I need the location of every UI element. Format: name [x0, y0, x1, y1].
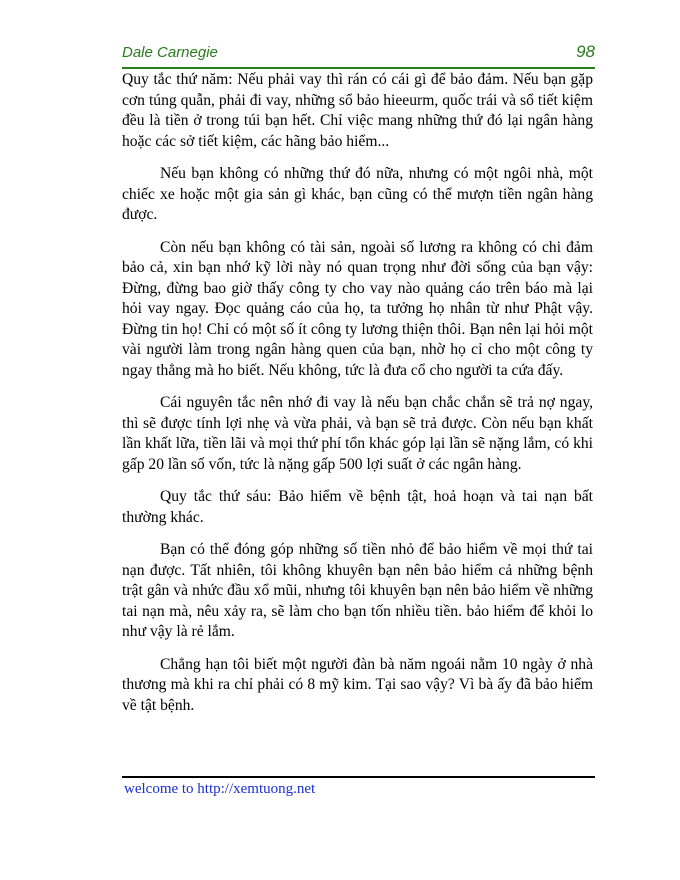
- footer-divider: [122, 776, 595, 778]
- paragraph: Cái nguyên tắc nên nhớ đi vay là nếu bạn chắc chắn sẽ trả nợ ngay, thì sẽ được tính lợi nhẹ và vừa phải, và bạn sẽ trả được. Còn nếu bạn khất lần khất lữa, tiền lãi và mọi thứ phí tổn khác góp lại lần sẽ nặng lắm, có khi gấp 20 lần số vốn, tức là nặng gấp 500 lợi suất ở các ngân hàng.: [122, 394, 593, 473]
- page-number: 98: [576, 42, 595, 61]
- paragraph: Nếu bạn không có những thứ đó nữa, nhưng có một ngôi nhà, một chiếc xe hoặc một gia sản gì khác, bạn cũng có thể mượn tiền ngân hàng được.: [122, 165, 593, 223]
- footer-link[interactable]: welcome to http://xemtuong.net: [124, 781, 316, 797]
- paragraph: Quy tắc thứ sáu: Bảo hiểm về bệnh tật, hoả hoạn và tai nạn bất thường khác.: [122, 488, 593, 526]
- paragraph: Bạn có thể đóng góp những số tiền nhỏ để bảo hiểm về mọi thứ tai nạn được. Tất nhiên, tôi không khuyên bạn nên bảo hiểm cả những bệnh trật gân và nhức đầu xổ mũi, nhưng tôi khuyên bạn nên bảo hiểm về những tai nạn mà, nêu xảy ra, sẽ làm cho bạn tốn nhiều tiền. bảo hiểm để khỏi lo như vậy là rẻ lắm.: [122, 541, 593, 640]
- header-author: Dale Carnegie: [122, 44, 218, 61]
- page-body: [122, 70, 593, 728]
- page-header: [122, 44, 595, 66]
- header-divider: [122, 67, 595, 69]
- paragraph: Quy tắc thứ năm: Nếu phải vay thì rán có cái gì để bảo đảm. Nếu bạn gặp cơn túng quẫn, phải đi vay, những sổ bảo hieeurm, quốc trái và sổ tiết kiệm đều là tiền ở trong túi bạn hết. Chỉ việc mang những thứ đó lại ngân hàng hoặc các sở tiết kiệm, các hãng bảo hiểm...: [122, 71, 593, 150]
- paragraph: Còn nếu bạn không có tài sản, ngoài số lương ra không có chi đảm bảo cả, xin bạn nhớ kỹ lời này nó quan trọng như đời sống của bạn vậy: Đừng, đừng bao giờ thấy công ty cho vay nào quảng cáo trên báo mà lại hỏi vay ngay. Đọc quảng cáo của họ, ta tưởng họ nhân từ như Phật vậy. Đừng tin họ! Chỉ có một số ít công ty lương thiện thôi. Bạn nên lại hỏi một vài người làm trong ngân hàng quen của bạn, nhờ họ cỉ cho một công ty ngay thẳng mà ho biết. Nếu không, tức là đưa cổ cho người ta cứa đấy.: [122, 238, 593, 379]
- paragraph: Chẳng hạn tôi biết một người đàn bà năm ngoái nằm 10 ngày ở nhà thương mà khi ra chỉ phải có 8 mỹ kim. Tại sao vậy? Vì bà ấy đã bảo hiểm về tật bệnh.: [122, 655, 593, 714]
